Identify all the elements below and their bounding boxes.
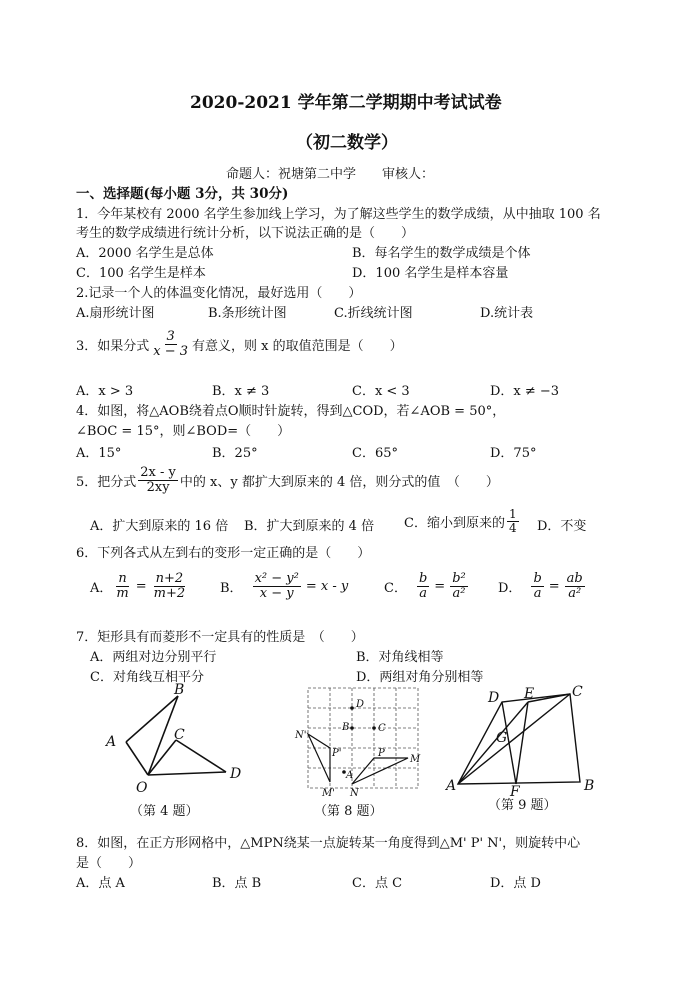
q5-fraction (138, 466, 178, 494)
q4-option-a: A．15° (76, 446, 122, 461)
q6-d-right (565, 572, 585, 600)
q3-fraction (151, 330, 190, 358)
q7-option-d: D．两组对角分别相等 (356, 670, 484, 685)
fig8-label-p1: P' (332, 748, 342, 759)
q1-line2: 考生的数学成绩进行统计分析，以下说法正确的是（ ） (76, 226, 415, 241)
q8-option-d: D．点 D (490, 876, 541, 891)
fig9-label-b: B (584, 778, 595, 794)
figure-9-caption: （第 9 题） (488, 798, 557, 813)
q6-a-label: A． (90, 580, 113, 596)
fig9-label-g: G (496, 730, 508, 746)
q6-a-eq: = (135, 578, 147, 594)
q6-option-c (384, 572, 470, 600)
q3-den: x − 3 (153, 343, 189, 359)
q3-option-c: C．x < 3 (352, 384, 410, 399)
q8-line2: 是（ ） (76, 856, 142, 871)
fig8-triangle-rotated (308, 734, 330, 782)
q4-line2: ∠BOC = 15°，则∠BOD=（ ） (76, 424, 291, 439)
q4-option-b: B．25° (212, 446, 258, 461)
q6-b-right: = x - y (305, 578, 349, 594)
q6-a-rnum: n+2 (155, 571, 184, 586)
q3-prefix: 3．如果分式 (76, 338, 150, 354)
q1-option-a: A．2000 名学生是总体 (76, 246, 214, 261)
fig4-label-c: C (174, 727, 185, 743)
q3-option-b: B．x ≠ 3 (212, 384, 270, 399)
fig9-label-c: C (572, 684, 583, 700)
q3-option-a: A．x > 3 (76, 384, 134, 399)
q6-d-left (531, 572, 543, 600)
fig9-label-a: A (446, 778, 457, 794)
q6-a-lden: m (116, 585, 129, 601)
q5-c-num: 1 (508, 507, 517, 521)
q6-b-lnum: x² − y² (254, 571, 299, 586)
q6-b-label: B． (220, 580, 243, 596)
fig4-label-o: O (136, 780, 148, 796)
q5-prefix: 5．把分式 (76, 474, 137, 490)
q5-num: 2x - y (140, 465, 176, 480)
q6-d-lden: a (533, 585, 542, 601)
q5-option-a: A．扩大到原来的 16 倍 (90, 519, 229, 534)
q6-a-right (152, 572, 188, 600)
q7-option-a: A．两组对边分别平行 (90, 650, 217, 665)
q3-suffix: 有意义，则 x 的取值范围是（ ） (192, 338, 403, 354)
q7-option-c: C．对角线互相平分 (90, 670, 204, 685)
fig8-label-p: P (378, 748, 385, 759)
q8-option-a: A．点 A (76, 876, 125, 891)
fig8-label-b: B (342, 722, 350, 733)
q6-b-lden: x − y (259, 585, 294, 601)
fig8-triangle-original (352, 758, 408, 784)
fig8-label-d: D (356, 699, 365, 710)
q6-d-label: D． (498, 580, 522, 596)
q5-suffix: 中的 x、y 都扩大到原来的 4 倍，则分式的值 （ ） (179, 474, 499, 490)
fig8-label-n: N (350, 788, 359, 799)
fig8-point-d (350, 706, 354, 710)
q8-option-b: B．点 B (212, 876, 262, 891)
q3-stem (76, 330, 403, 358)
q6-d-rden: a² (568, 585, 582, 601)
q2-option-a: A.扇形统计图 (76, 306, 155, 321)
fig4-oc (148, 740, 176, 775)
fig9-label-f: F (510, 784, 520, 798)
q5-stem (76, 466, 499, 494)
q6-b-left (253, 572, 301, 600)
figure-9-diagram (444, 682, 604, 798)
q6-c-label: C． (384, 580, 407, 596)
q8-option-c: C．点 C (352, 876, 403, 891)
figure-8-grid (292, 684, 434, 800)
figure-8-caption: （第 8 题） (314, 804, 383, 819)
q1-line1: 1．今年某校有 2000 名学生参加线上学习，为了解这些学生的数学成绩，从中抽取 100 名 (76, 207, 601, 222)
q6-c-eq: = (434, 578, 446, 594)
authors-line: 命题人：祝塘第二中学 审核人： (226, 167, 435, 182)
q5-option-d: D．不变 (537, 519, 587, 534)
q1-option-c: C．100 名学生是样本 (76, 266, 206, 281)
q6-a-rden: m+2 (153, 585, 186, 601)
q6-c-lden: a (419, 585, 427, 601)
q6-option-a (90, 572, 189, 600)
q6-a-lnum: n (118, 571, 127, 586)
q3-option-d: D．x ≠ −3 (490, 384, 560, 399)
section-heading: 一、选择题(每小题 3分，共 30分) (76, 186, 289, 202)
q7-stem: 7．矩形具有而菱形不一定具有的性质是 （ ） (76, 630, 364, 645)
q2-option-b: B.条形统计图 (208, 306, 287, 321)
figure-4-caption: （第 4 题） (130, 804, 199, 819)
q5-option-c-text: C．缩小到原来的 (404, 515, 505, 531)
fig8-label-m1: M' (322, 788, 335, 799)
fig4-cd (176, 740, 226, 772)
page-subtitle: （初二数学） (296, 133, 398, 153)
q1-option-b: B．每名学生的数学成绩是个体 (352, 246, 531, 261)
q6-d-rnum: ab (566, 571, 583, 586)
fig8-label-a: A (346, 770, 354, 781)
q3-num: 3 (166, 329, 175, 344)
q6-stem: 6．下列各式从左到右的变形一定正确的是（ ） (76, 546, 371, 561)
q1-option-d: D．100 名学生是样本容量 (352, 266, 509, 281)
q6-c-right (450, 572, 468, 600)
q4-line1: 4．如图，将△AOB绕着点O顺时针旋转，得到△COD，若∠AOB = 50°， (76, 404, 506, 419)
fig9-label-e: E (524, 686, 535, 702)
q2-option-c: C.折线统计图 (334, 306, 413, 321)
q6-d-lnum: b (533, 571, 542, 586)
page-title: 2020-2021 学年第二学期期中考试试卷 (190, 93, 502, 113)
figure-4-diagram (96, 682, 256, 802)
q6-d-eq: = (548, 578, 560, 594)
fig4-ao (126, 742, 148, 775)
q5-option-b: B．扩大到原来的 4 倍 (244, 519, 375, 534)
fig8-label-c: C (378, 723, 386, 734)
fig8-point-c (372, 726, 376, 730)
q6-a-left (114, 572, 130, 600)
q8-line1: 8．如图，在正方形网格中，△MPN绕某一点旋转某一角度得到△M' P' N'，则旋转中心 (76, 836, 581, 851)
q6-option-d (498, 572, 587, 600)
fig4-ab (126, 696, 178, 742)
fig8-label-n1: N' (295, 730, 307, 741)
q6-c-left (417, 572, 429, 600)
q7-option-b: B．对角线相等 (356, 650, 444, 665)
fig9-quadrilateral (458, 694, 580, 784)
q5-den: 2xy (146, 479, 170, 495)
q6-option-b (220, 572, 348, 600)
q6-c-rden: a² (452, 585, 466, 601)
fig8-point-b (350, 726, 354, 730)
q5-c-den: 4 (508, 520, 517, 535)
fig4-label-b: B (174, 682, 185, 698)
fig4-label-a: A (106, 734, 117, 750)
fig4-label-d: D (230, 766, 242, 782)
q2-stem: 2.记录一个人的体温变化情况，最好选用（ ） (76, 286, 362, 301)
q5-option-c-fraction (507, 508, 519, 534)
q6-c-rnum: b² (452, 571, 466, 586)
q5-option-c (404, 508, 521, 534)
q6-c-lnum: b (418, 571, 428, 586)
q4-option-c: C．65° (352, 446, 398, 461)
fig8-label-m: M (410, 754, 421, 765)
q2-option-d: D.统计表 (480, 306, 534, 321)
fig4-od (148, 772, 226, 775)
fig9-label-d: D (488, 690, 500, 706)
q4-option-d: D．75° (490, 446, 537, 461)
